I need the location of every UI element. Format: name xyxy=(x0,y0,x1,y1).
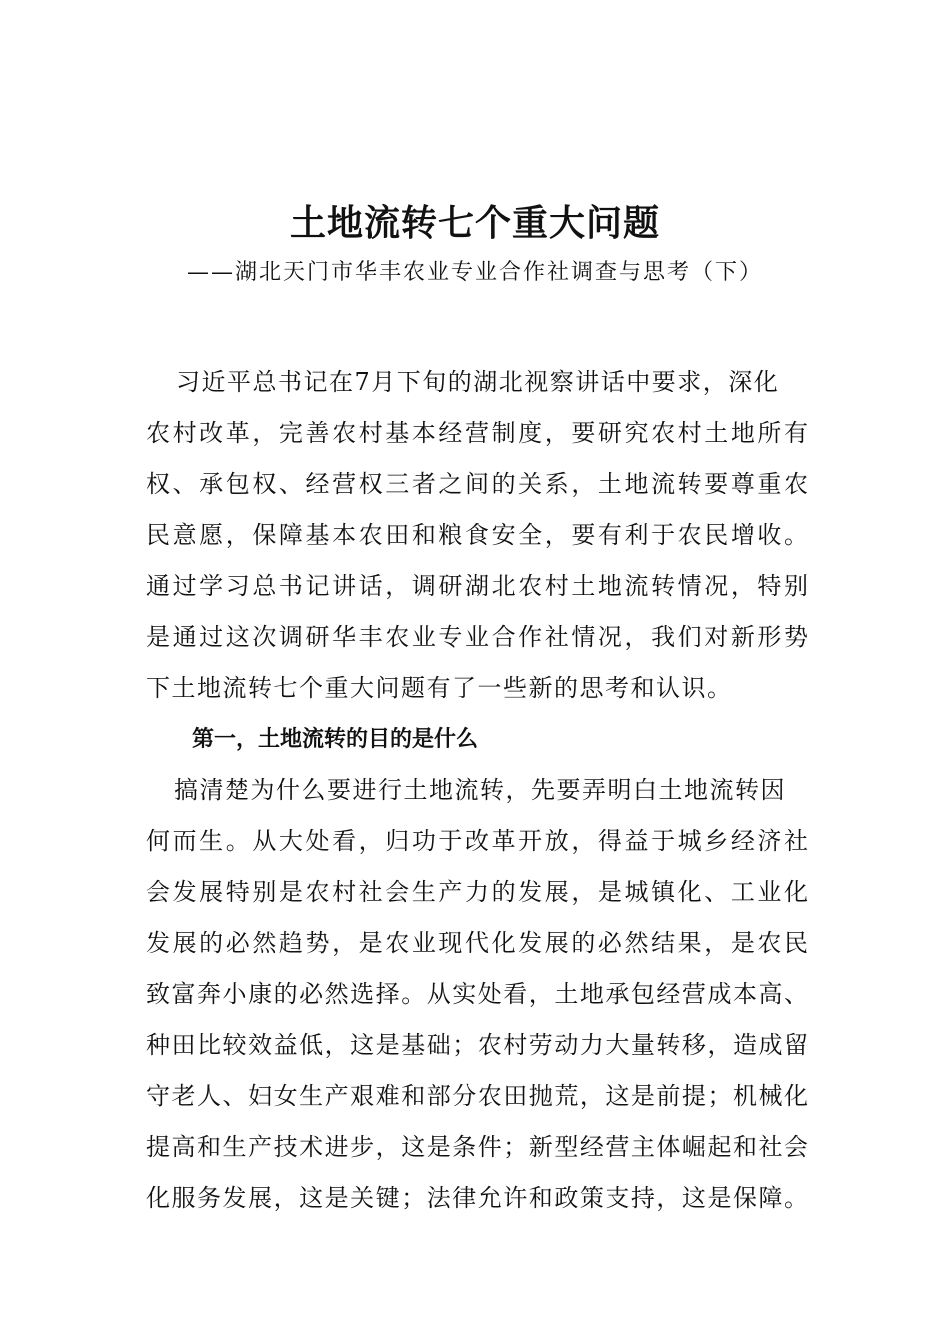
paragraph-line: 是通过这次调研华丰农业专业合作社情况，我们对新形势 xyxy=(146,623,808,651)
paragraph-line: 农村改革，完善农村基本经营制度，要研究农村土地所有 xyxy=(146,419,808,447)
document-subtitle: ——湖北天门市华丰农业专业合作社调查与思考（下） xyxy=(186,260,763,285)
document-title: 土地流转七个重大问题 xyxy=(289,203,660,244)
paragraph-line: 发展的必然趋势，是农业现代化发展的必然结果，是农民 xyxy=(146,929,808,957)
paragraph-line: 致富奔小康的必然选择。从实处看，土地承包经营成本高、 xyxy=(146,980,808,1008)
document-body xyxy=(146,357,808,1224)
paragraph-line: 何而生。从大处看，归功于改革开放，得益于城乡经济社 xyxy=(146,827,808,855)
paragraph-line: 通过学习总书记讲话，调研湖北农村土地流转情况，特别 xyxy=(146,572,808,600)
paragraph-line: 提高和生产技术进步，这是条件；新型经营主体崛起和社会 xyxy=(146,1133,808,1161)
paragraph-line: 会发展特别是农村社会生产力的发展，是城镇化、工业化 xyxy=(146,878,808,906)
paragraph-line: 下土地流转七个重大问题有了一些新的思考和认识。 xyxy=(146,674,733,702)
section-heading: 第一，土地流转的目的是什么 xyxy=(192,727,479,752)
paragraph-line: 搞清楚为什么要进行土地流转，先要弄明白土地流转因 xyxy=(174,776,786,804)
paragraph-line: 化服务发展，这是关键；法律允许和政策支持，这是保障。 xyxy=(146,1184,808,1212)
paragraph-line: 习近平总书记在7月下旬的湖北视察讲话中要求，深化 xyxy=(176,368,780,396)
paragraph-line: 民意愿，保障基本农田和粮食安全，要有利于农民增收。 xyxy=(146,521,808,549)
paragraph-line: 守老人、妇女生产艰难和部分农田抛荒，这是前提；机械化 xyxy=(146,1082,808,1110)
paragraph-line: 种田比较效益低，这是基础；农村劳动力大量转移，造成留 xyxy=(146,1031,808,1059)
paragraph-line: 权、承包权、经营权三者之间的关系，土地流转要尊重农 xyxy=(146,470,808,498)
